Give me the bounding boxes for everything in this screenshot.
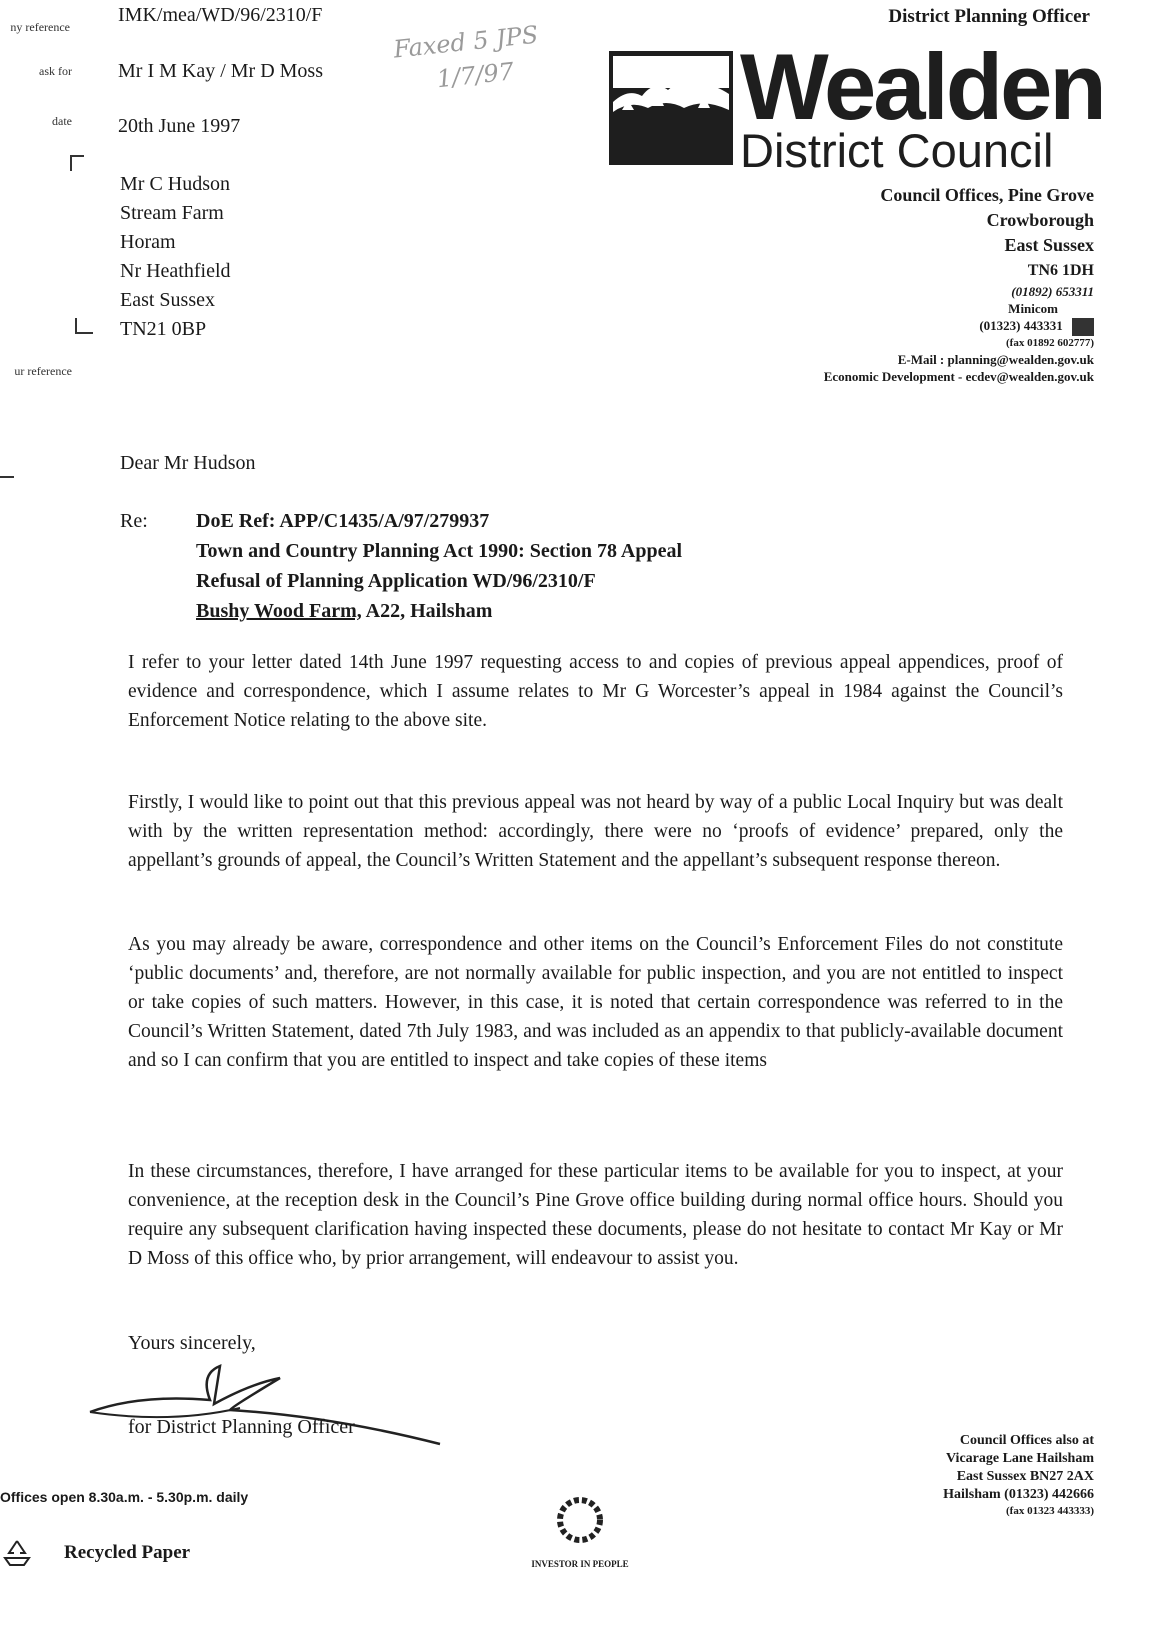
recipient-address: [120, 170, 231, 344]
window-corner-top: [70, 155, 84, 171]
council-address-line: Council Offices, Pine Grove: [880, 185, 1094, 205]
paragraph-2: Firstly, I would like to point out that this previous appeal was not heard by way of a public Local Inquiry but was dealt with by the written representation method: accordingly, there were no ‘proofs of evidence’ prepared, only the appellant’s grounds of appeal, the Council’s Written Statement and the appellant’s subsequent response thereon.: [128, 792, 1063, 871]
recipient-line: Stream Farm: [120, 202, 224, 224]
paragraph-4: In these circumstances, therefore, I have arranged for these particular items to be available for you to inspect, at your convenience, at the reception desk in the Council’s Pine Grove office building during normal office hours. Should you require any subsequent clarification having inspected these documents, please do not hesitate to contact Mr Kay or Mr D Moss of this office who, by prior arrangement, will endeavour to assist you.: [128, 1161, 1063, 1269]
council-email: E-Mail : planning@wealden.gov.uk: [897, 352, 1094, 368]
recipient-line: Mr C Hudson: [120, 173, 231, 195]
investor-in-people: [520, 1490, 640, 1569]
minicom-number-row: [824, 317, 1094, 336]
landscape-logo-icon: [608, 50, 734, 166]
re-site-line: [196, 596, 682, 626]
window-corner-bottom: [75, 318, 93, 334]
logo-subtitle: District Council: [740, 124, 1054, 177]
council-address-line: East Sussex: [1004, 235, 1094, 255]
recycled-paper-row: [0, 1538, 190, 1568]
also-at-line: Council Offices also at: [959, 1433, 1094, 1448]
council-address: [824, 183, 1094, 385]
closing: Yours sincerely,: [128, 1332, 256, 1354]
re-line: Refusal of Planning Application WD/96/2310/F: [196, 570, 596, 592]
recycled-paper-label: Recycled Paper: [64, 1542, 191, 1563]
my-reference-label: ny reference: [10, 20, 70, 34]
also-at-line: East Sussex BN27 2AX: [956, 1469, 1094, 1484]
minicom-label: Minicom: [1008, 301, 1058, 316]
handwritten-note: [392, 21, 543, 98]
recipient-line: TN21 0BP: [120, 318, 207, 340]
investor-label: INVESTOR IN PEOPLE: [531, 1559, 629, 1569]
fold-mark: [0, 476, 14, 478]
role-label: District Planning Officer: [888, 6, 1090, 27]
ask-for-label: ask for: [39, 64, 72, 78]
your-reference-label: ur reference: [14, 364, 72, 378]
date-value: [118, 115, 240, 138]
ask-for-value: Mr I M Kay / Mr D Moss: [118, 60, 323, 82]
minicom-number: (01323) 443331: [979, 318, 1063, 333]
minicom-phone-icon: [1072, 318, 1094, 336]
re-label: Re:: [120, 510, 148, 532]
office-hours: Offices open 8.30a.m. - 5.30p.m. daily: [0, 1489, 249, 1505]
council-econ-email: Economic Development - ecdev@wealden.gov.uk: [823, 369, 1094, 385]
date-text: 20th June 1997: [118, 115, 241, 137]
handwritten-note-line: 1/7/97: [435, 57, 516, 94]
my-reference-value: IMK/mea/WD/96/2310/F: [118, 4, 323, 26]
re-site-rest: A22, Hailsham: [361, 600, 493, 622]
signature-icon: [80, 1364, 460, 1454]
council-phone: (01892) 653311: [1011, 284, 1094, 299]
council-logo: [608, 34, 1116, 180]
paragraph-3: As you may already be aware, correspondence and other items on the Council’s Enforcement Files do not constitute ‘public documents’ and, therefore, are not normally available for public inspection, and you are not entitled to inspect or take copies of such matters. However, in this case, it is noted that certain correspondence was referred to in the Council’s Written Statement, dated 7th July 1983, and was included as an appendix to that publicly-available document and so I can confirm that you are entitled to inspect and take copies of these items: [128, 934, 1063, 1071]
also-at-fax: (fax 01323 443333): [1006, 1505, 1094, 1517]
recipient-line: Nr Heathfield: [120, 260, 231, 282]
recipient-line: East Sussex: [120, 289, 215, 311]
re-block: [196, 506, 682, 626]
re-line: Town and Country Planning Act 1990: Section 78 Appeal: [196, 540, 683, 562]
date-label: date: [52, 114, 72, 128]
council-address-line: Crowborough: [986, 210, 1094, 230]
handwritten-note-line: Faxed 5 JPS: [392, 20, 540, 64]
laurel-wreath-icon: [550, 1490, 610, 1550]
paragraph-1: I refer to your letter dated 14th June 1997 requesting access to and copies of previous appeal appendices, proof of evidence and correspondence, which I assume relates to Mr G Worcester’s appeal in 1984 against the Council’s Enforcement Notice relating to the above site.: [128, 652, 1063, 731]
also-at-line: Vicarage Lane Hailsham: [945, 1451, 1094, 1466]
council-address-line: TN6 1DH: [1027, 262, 1094, 279]
re-site-underlined: Bushy Wood Farm,: [196, 600, 362, 622]
salutation: Dear Mr Hudson: [120, 452, 256, 474]
signatory: for District Planning Officer: [128, 1416, 355, 1438]
recycle-icon: [0, 1538, 34, 1568]
recipient-line: Horam: [120, 231, 176, 253]
also-at-address: [943, 1432, 1094, 1518]
re-line: DoE Ref: APP/C1435/A/97/279937: [196, 510, 490, 532]
also-at-line: Hailsham (01323) 442666: [943, 1487, 1094, 1502]
logo-name: Wealden: [740, 34, 1104, 139]
council-fax: (fax 01892 602777): [1006, 337, 1094, 350]
